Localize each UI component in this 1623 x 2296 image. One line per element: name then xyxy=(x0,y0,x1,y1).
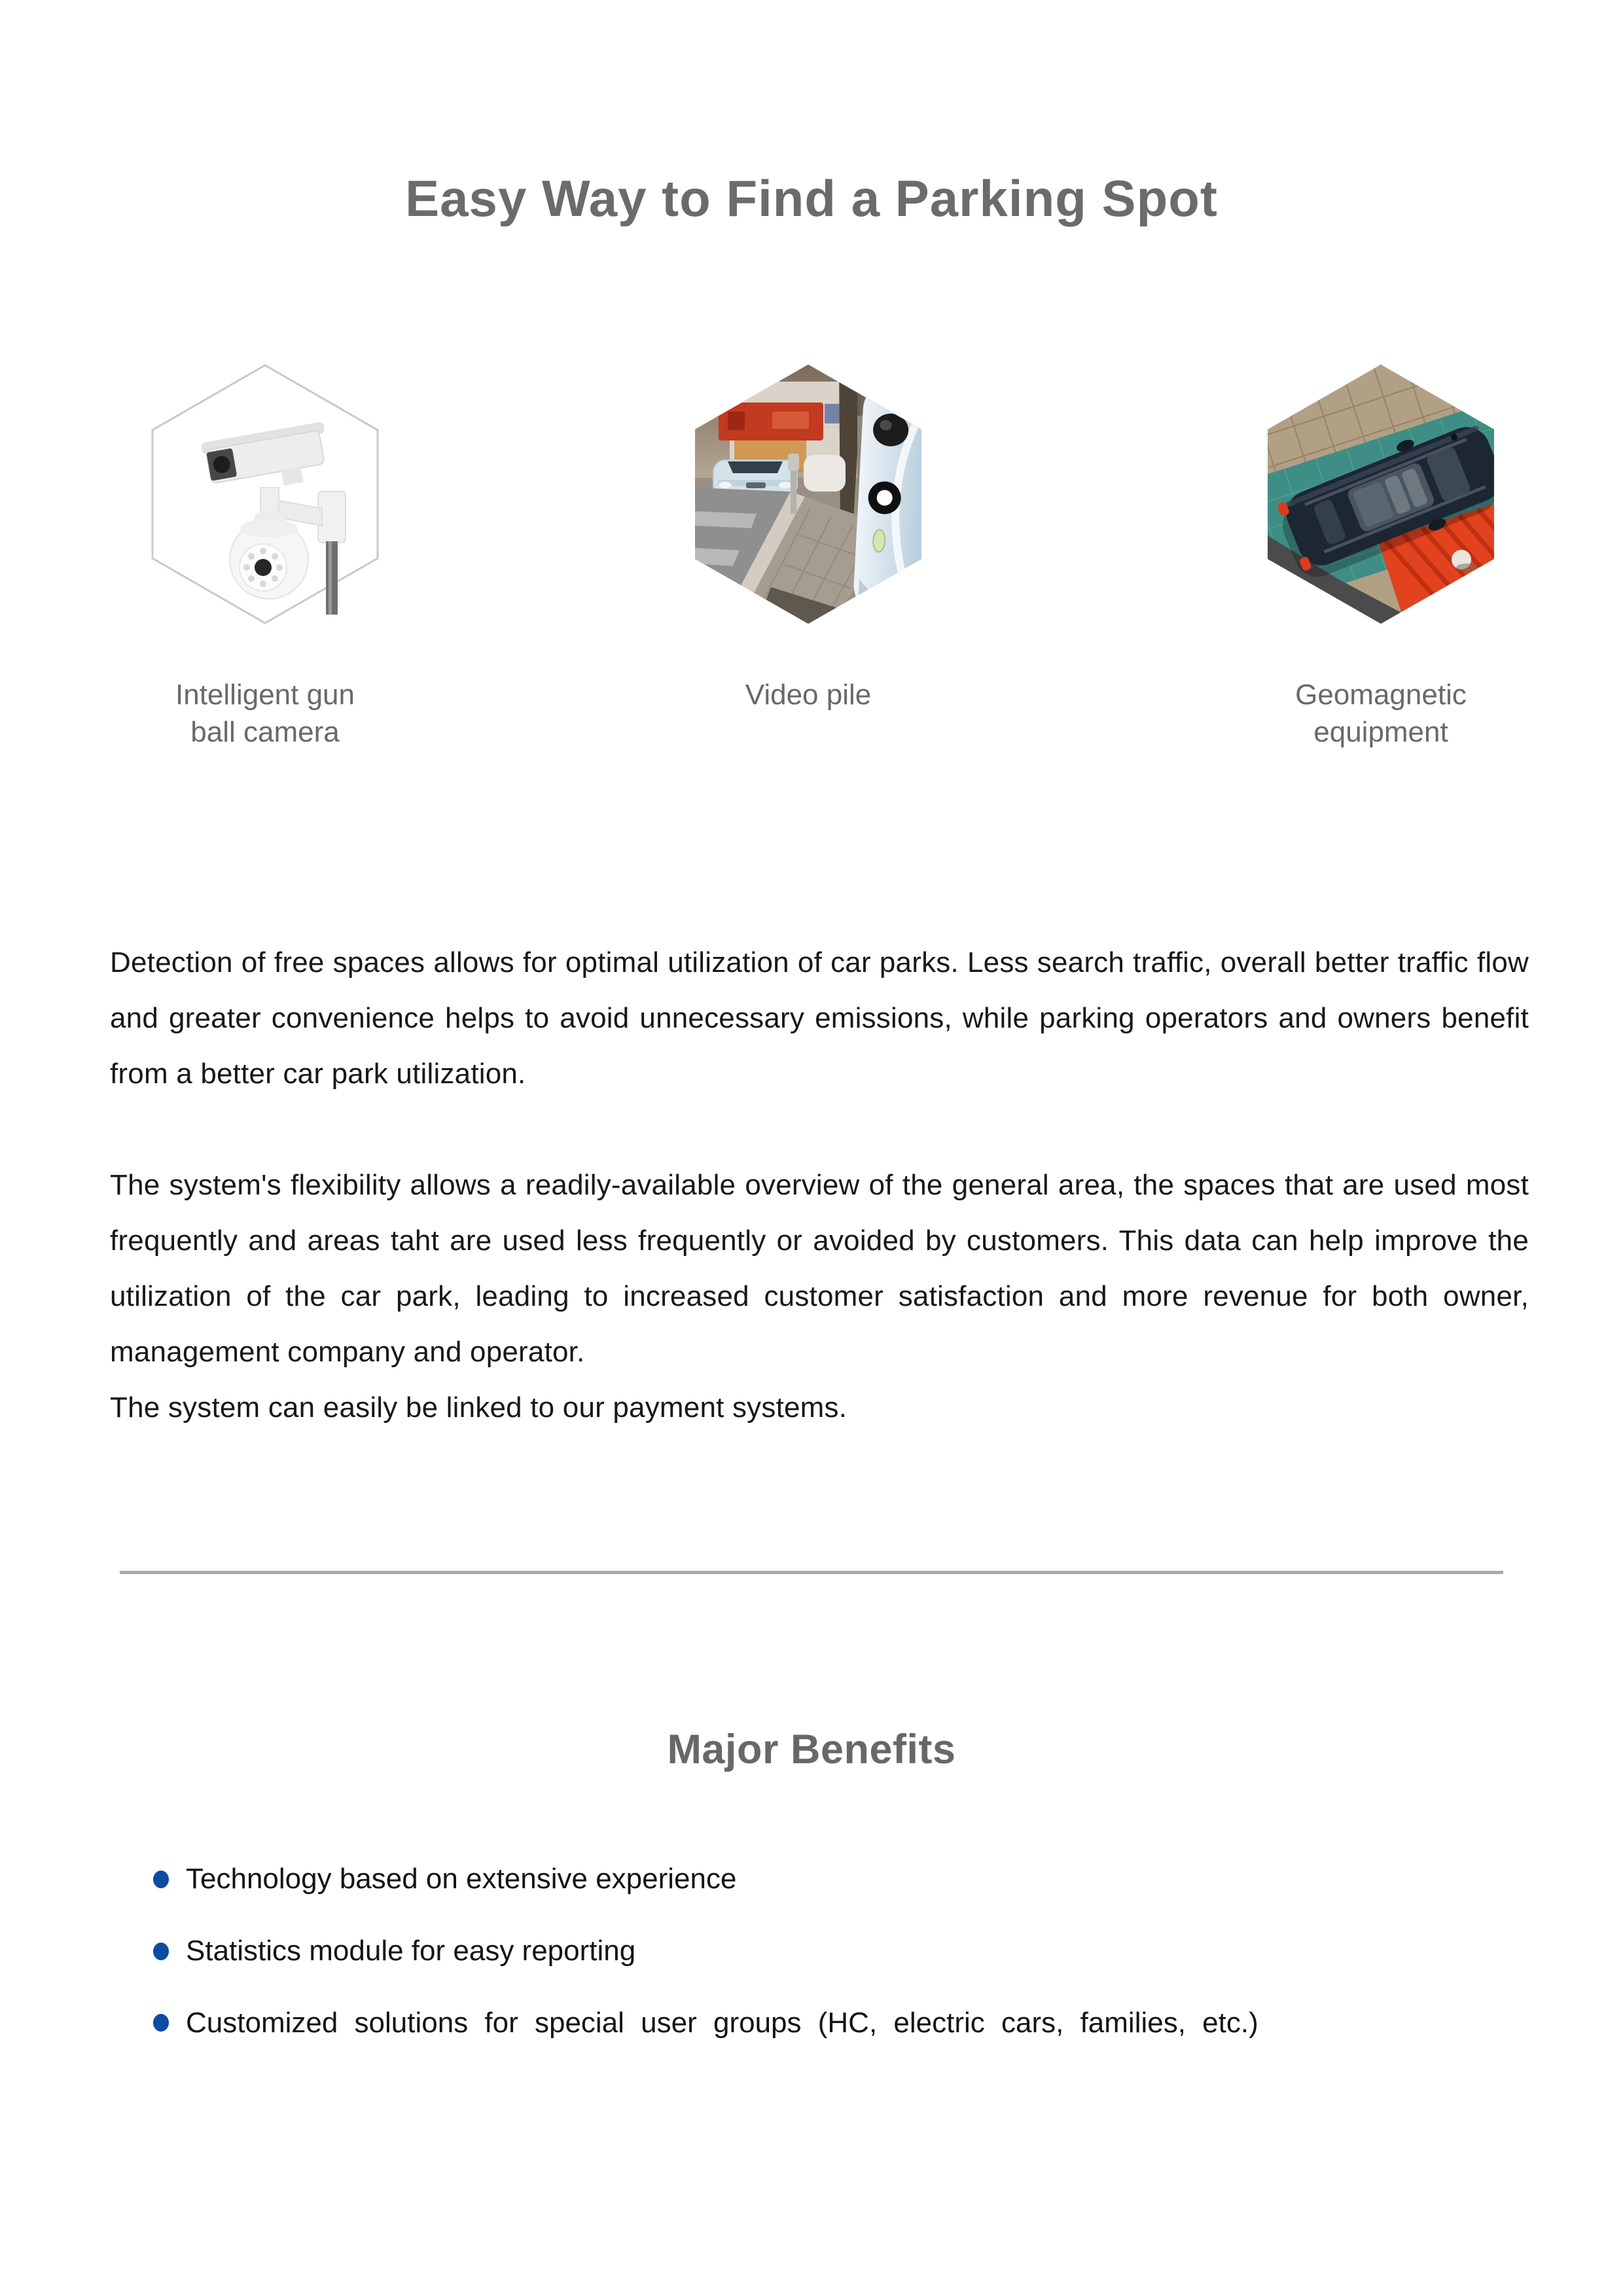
benefit-item xyxy=(145,1934,1441,1969)
gun-ball-camera-image xyxy=(151,363,380,625)
feature-caption-video-pile: Video pile xyxy=(745,679,872,711)
page-title: Easy Way to Find a Parking Spot xyxy=(405,170,1218,228)
video-pile-image xyxy=(694,363,923,625)
bullet-icon xyxy=(153,1871,169,1888)
intro-paragraph-2: The system's flexibility allows a readily-available overview of the general area, the spaces that are used most frequently and areas taht are used less frequently or avoided by customers. This data can help improve the utilization of the car park, leading to increased customer satisfaction and more revenue for both owner, management company and operator. xyxy=(110,1169,1529,1368)
benefit-item xyxy=(145,2006,1441,2041)
feature-column-geomagnetic xyxy=(1230,363,1531,751)
major-benefits-title: Major Benefits xyxy=(667,1727,956,1773)
benefit-label: Technology based on extensive experience xyxy=(186,1863,737,1895)
intro-text-block xyxy=(110,935,1529,1435)
benefit-label: Customized solutions for special user groups (HC, electric cars, families, etc.) xyxy=(186,2006,1258,2039)
benefit-label: Statistics module for easy reporting xyxy=(186,1934,636,1967)
benefits-list xyxy=(145,1862,1441,2077)
feature-caption-gun-ball-camera: Intelligent gun ball camera xyxy=(175,679,355,749)
feature-column-video-pile xyxy=(658,363,959,713)
section-divider xyxy=(120,1571,1503,1574)
intro-paragraph-1: Detection of free spaces allows for optimal utilization of car parks. Less search traffic, overall better traffic flow and greater convenience helps to avoid unnecessary emissions, while parking operators and owners benefit from a better car park utilization. xyxy=(110,946,1529,1090)
benefit-item xyxy=(145,1862,1441,1897)
bullet-icon xyxy=(153,1943,169,1960)
feature-caption-geomagnetic: Geomagnetic equipment xyxy=(1295,679,1467,749)
bullet-icon xyxy=(153,2014,169,2032)
intro-paragraph-3: The system can easily be linked to our payment systems. xyxy=(110,1391,847,1424)
feature-column-gun-ball-camera xyxy=(115,363,416,751)
geomagnetic-equipment-image xyxy=(1266,363,1495,625)
